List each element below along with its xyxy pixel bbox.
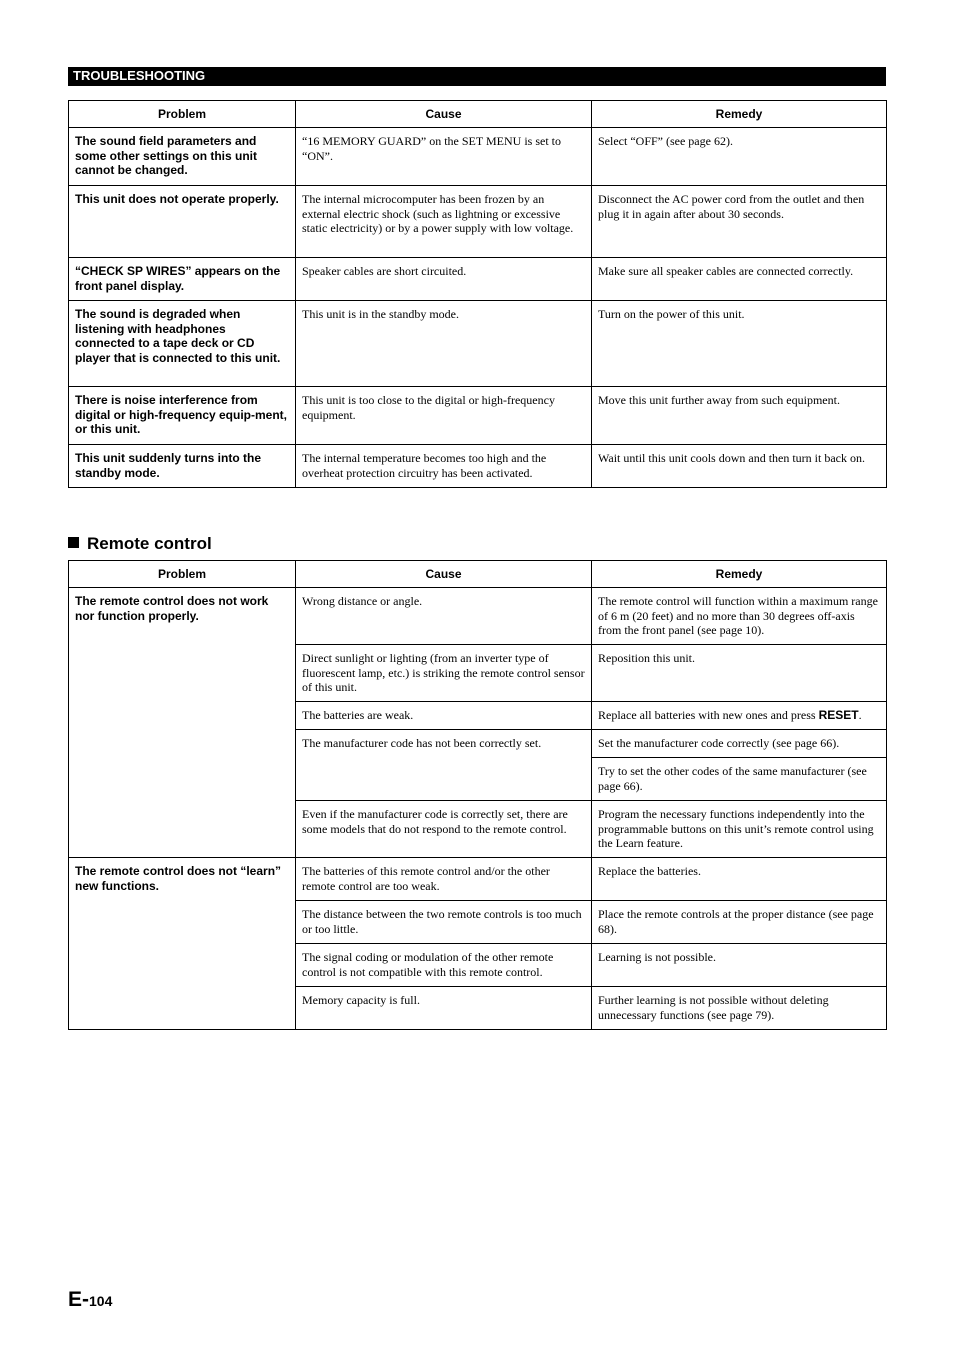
page-number-value: 104 bbox=[89, 1293, 113, 1309]
cause-cell: The internal microcomputer has been frozen by an external electric shock (such as lightning or excessive static electricity) or by a power supply with low voltage. bbox=[296, 186, 592, 258]
remedy-cell: Learning is not possible. bbox=[592, 944, 887, 987]
remedy-cell: Select “OFF” (see page 62). bbox=[592, 128, 887, 186]
troubleshooting-table bbox=[68, 100, 887, 488]
remedy-text: Replace all batteries with new ones and press bbox=[598, 708, 819, 722]
remedy-text-end: . bbox=[858, 708, 862, 722]
problem-cell: “CHECK SP WIRES” appears on the front panel display. bbox=[69, 258, 296, 301]
cause-cell: The manufacturer code has not been correctly set. bbox=[296, 730, 592, 801]
page-number bbox=[68, 1288, 112, 1312]
cause-cell: The internal temperature becomes too high and the overheat protection circuitry has been activated. bbox=[296, 445, 592, 488]
remedy-cell: Reposition this unit. bbox=[592, 645, 887, 702]
remedy-cell: Set the manufacturer code correctly (see page 66). bbox=[592, 730, 887, 758]
problem-cell: The remote control does not work nor function properly. bbox=[69, 588, 296, 858]
problem-cell: The remote control does not “learn” new functions. bbox=[69, 858, 296, 1030]
remote-control-table bbox=[68, 560, 887, 1030]
remedy-cell bbox=[592, 702, 887, 730]
column-header-remedy: Remedy bbox=[592, 101, 887, 128]
section-header-title: TROUBLESHOOTING bbox=[73, 68, 206, 83]
problem-cell: This unit does not operate properly. bbox=[69, 186, 296, 258]
cause-cell: This unit is in the standby mode. bbox=[296, 301, 592, 387]
problem-cell: There is noise interference from digital or high-frequency equip-ment, or this unit. bbox=[69, 387, 296, 445]
table-row bbox=[69, 186, 887, 258]
page-prefix: E- bbox=[68, 1288, 89, 1311]
table-row bbox=[69, 445, 887, 488]
problem-cell: The sound is degraded when listening with headphones connected to a tape deck or CD player that is connected to this unit. bbox=[69, 301, 296, 387]
section-header-bar bbox=[68, 67, 886, 86]
cause-cell: The distance between the two remote controls is too much or too little. bbox=[296, 901, 592, 944]
cause-cell: The batteries of this remote control and/or the other remote control are too weak. bbox=[296, 858, 592, 901]
cause-cell: Even if the manufacturer code is correctly set, there are some models that do not respond to the remote control. bbox=[296, 801, 592, 858]
square-bullet-icon bbox=[68, 537, 79, 548]
remedy-cell: Wait until this unit cools down and then turn it back on. bbox=[592, 445, 887, 488]
table-header-row bbox=[69, 561, 887, 588]
table-header-row bbox=[69, 101, 887, 128]
remedy-cell: Try to set the other codes of the same manufacturer (see page 66). bbox=[592, 758, 887, 801]
remedy-cell: The remote control will function within a maximum range of 6 m (20 feet) and no more than 30 degrees off-axis from the front panel (see page 10). bbox=[592, 588, 887, 645]
column-header-cause: Cause bbox=[296, 101, 592, 128]
remedy-cell: Further learning is not possible without deleting unnecessary functions (see page 79). bbox=[592, 987, 887, 1030]
reset-button-label: RESET bbox=[818, 708, 859, 722]
table-row bbox=[69, 128, 887, 186]
remedy-cell: Turn on the power of this unit. bbox=[592, 301, 887, 387]
column-header-problem: Problem bbox=[69, 561, 296, 588]
cause-cell: The signal coding or modulation of the other remote control is not compatible with this remote control. bbox=[296, 944, 592, 987]
remedy-cell: Move this unit further away from such equipment. bbox=[592, 387, 887, 445]
table-row bbox=[69, 387, 887, 445]
remedy-cell: Program the necessary functions independently into the programmable buttons on this unit’s remote control using the Learn feature. bbox=[592, 801, 887, 858]
cause-cell: Speaker cables are short circuited. bbox=[296, 258, 592, 301]
table-row bbox=[69, 258, 887, 301]
column-header-remedy: Remedy bbox=[592, 561, 887, 588]
section-heading-remote-control bbox=[68, 534, 212, 554]
cause-cell: The batteries are weak. bbox=[296, 702, 592, 730]
problem-cell: The sound field parameters and some other settings on this unit cannot be changed. bbox=[69, 128, 296, 186]
cause-cell: This unit is too close to the digital or high-frequency equipment. bbox=[296, 387, 592, 445]
remedy-cell: Disconnect the AC power cord from the outlet and then plug it in again after about 30 seconds. bbox=[592, 186, 887, 258]
cause-cell: Memory capacity is full. bbox=[296, 987, 592, 1030]
cause-cell: Wrong distance or angle. bbox=[296, 588, 592, 645]
cause-cell: “16 MEMORY GUARD” on the SET MENU is set to “ON”. bbox=[296, 128, 592, 186]
problem-cell: This unit suddenly turns into the standby mode. bbox=[69, 445, 296, 488]
remedy-cell: Place the remote controls at the proper distance (see page 68). bbox=[592, 901, 887, 944]
column-header-problem: Problem bbox=[69, 101, 296, 128]
table-row bbox=[69, 588, 887, 645]
remedy-cell: Make sure all speaker cables are connected correctly. bbox=[592, 258, 887, 301]
column-header-cause: Cause bbox=[296, 561, 592, 588]
section-heading-text: Remote control bbox=[87, 534, 212, 553]
remedy-cell: Replace the batteries. bbox=[592, 858, 887, 901]
table-row bbox=[69, 301, 887, 387]
table-row bbox=[69, 858, 887, 901]
cause-cell: Direct sunlight or lighting (from an inverter type of fluorescent lamp, etc.) is striking the remote control sensor of this unit. bbox=[296, 645, 592, 702]
